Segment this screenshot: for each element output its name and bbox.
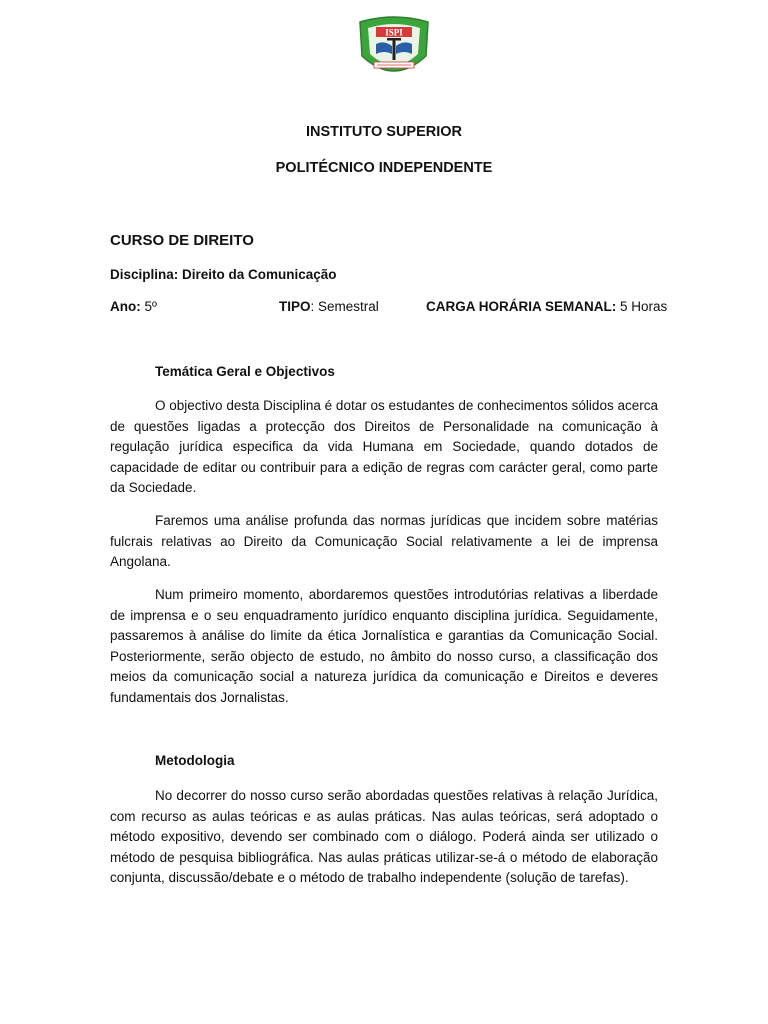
workload-label: CARGA HORÁRIA SEMANAL: <box>426 299 617 314</box>
type-label: TIPO <box>279 299 311 314</box>
paragraph-objectives-2: Faremos uma análise profunda das normas jurídicas que incidem sobre matérias fulcrais relativas ao Direito da Comunicação Social relativamente a lei de imprensa Angolana. <box>110 513 658 569</box>
svg-text:ISPI: ISPI <box>385 27 403 38</box>
paragraph-objectives-3: Num primeiro momento, abordaremos questões introdutórias relativas a liberdade de imprensa e o seu enquadramento jurídico enquanto disciplina jurídica. Seguidamente, passaremos à análise do limite da ética Jornalística e garantias da Comunicação Social. Posteriormente, serão objecto de estudo, no âmbito do nosso curso, a classificação dos meios da comunicação social a natureza jurídica da comunicação e Direitos e deveres fundamentais dos Jornalistas. <box>110 587 658 705</box>
workload-field <box>426 299 667 314</box>
institution-name-line2: POLITÉCNICO INDEPENDENTE <box>275 160 493 176</box>
discipline-line: Disciplina: Direito da Comunicação <box>110 267 337 282</box>
type-value: : Semestral <box>310 299 379 314</box>
workload-value: 5 Horas <box>616 299 668 314</box>
paragraph-objectives-1: O objectivo desta Disciplina é dotar os estudantes de conhecimentos sólidos acerca de questões ligadas a protecção dos Direitos de Personalidade na comunicação à regulação jurídica especifica da vida Humana em Sociedade, quando dotados de capacidade de editar ou contribuir para a edição de regras com carácter geral, como parte da Sociedade. <box>110 398 658 495</box>
section-heading-methodology: Metodologia <box>155 753 235 768</box>
institution-name-line1: INSTITUTO SUPERIOR <box>305 124 463 140</box>
type-field <box>279 299 379 314</box>
year-label: Ano: <box>110 299 141 314</box>
institute-logo <box>354 14 434 84</box>
course-title: CURSO DE DIREITO <box>110 232 254 249</box>
year-field <box>110 299 157 314</box>
year-value: 5º <box>140 299 157 314</box>
section-heading-objectives: Temática Geral e Objectivos <box>155 364 335 379</box>
paragraph-methodology-1: No decorrer do nosso curso serão abordadas questões relativas à relação Jurídica, com recurso as aulas teóricas e as aulas práticas. Nas aulas teóricas, será adoptado o método expositivo, devendo ser combinado com o diálogo. Poderá ainda ser utilizado o método de pesquisa bibliográfica. Nas aulas práticas utilizar-se-á o método de elaboração conjunta, discussão/debate e o método de trabalho independente (solução de tarefas). <box>110 788 658 885</box>
